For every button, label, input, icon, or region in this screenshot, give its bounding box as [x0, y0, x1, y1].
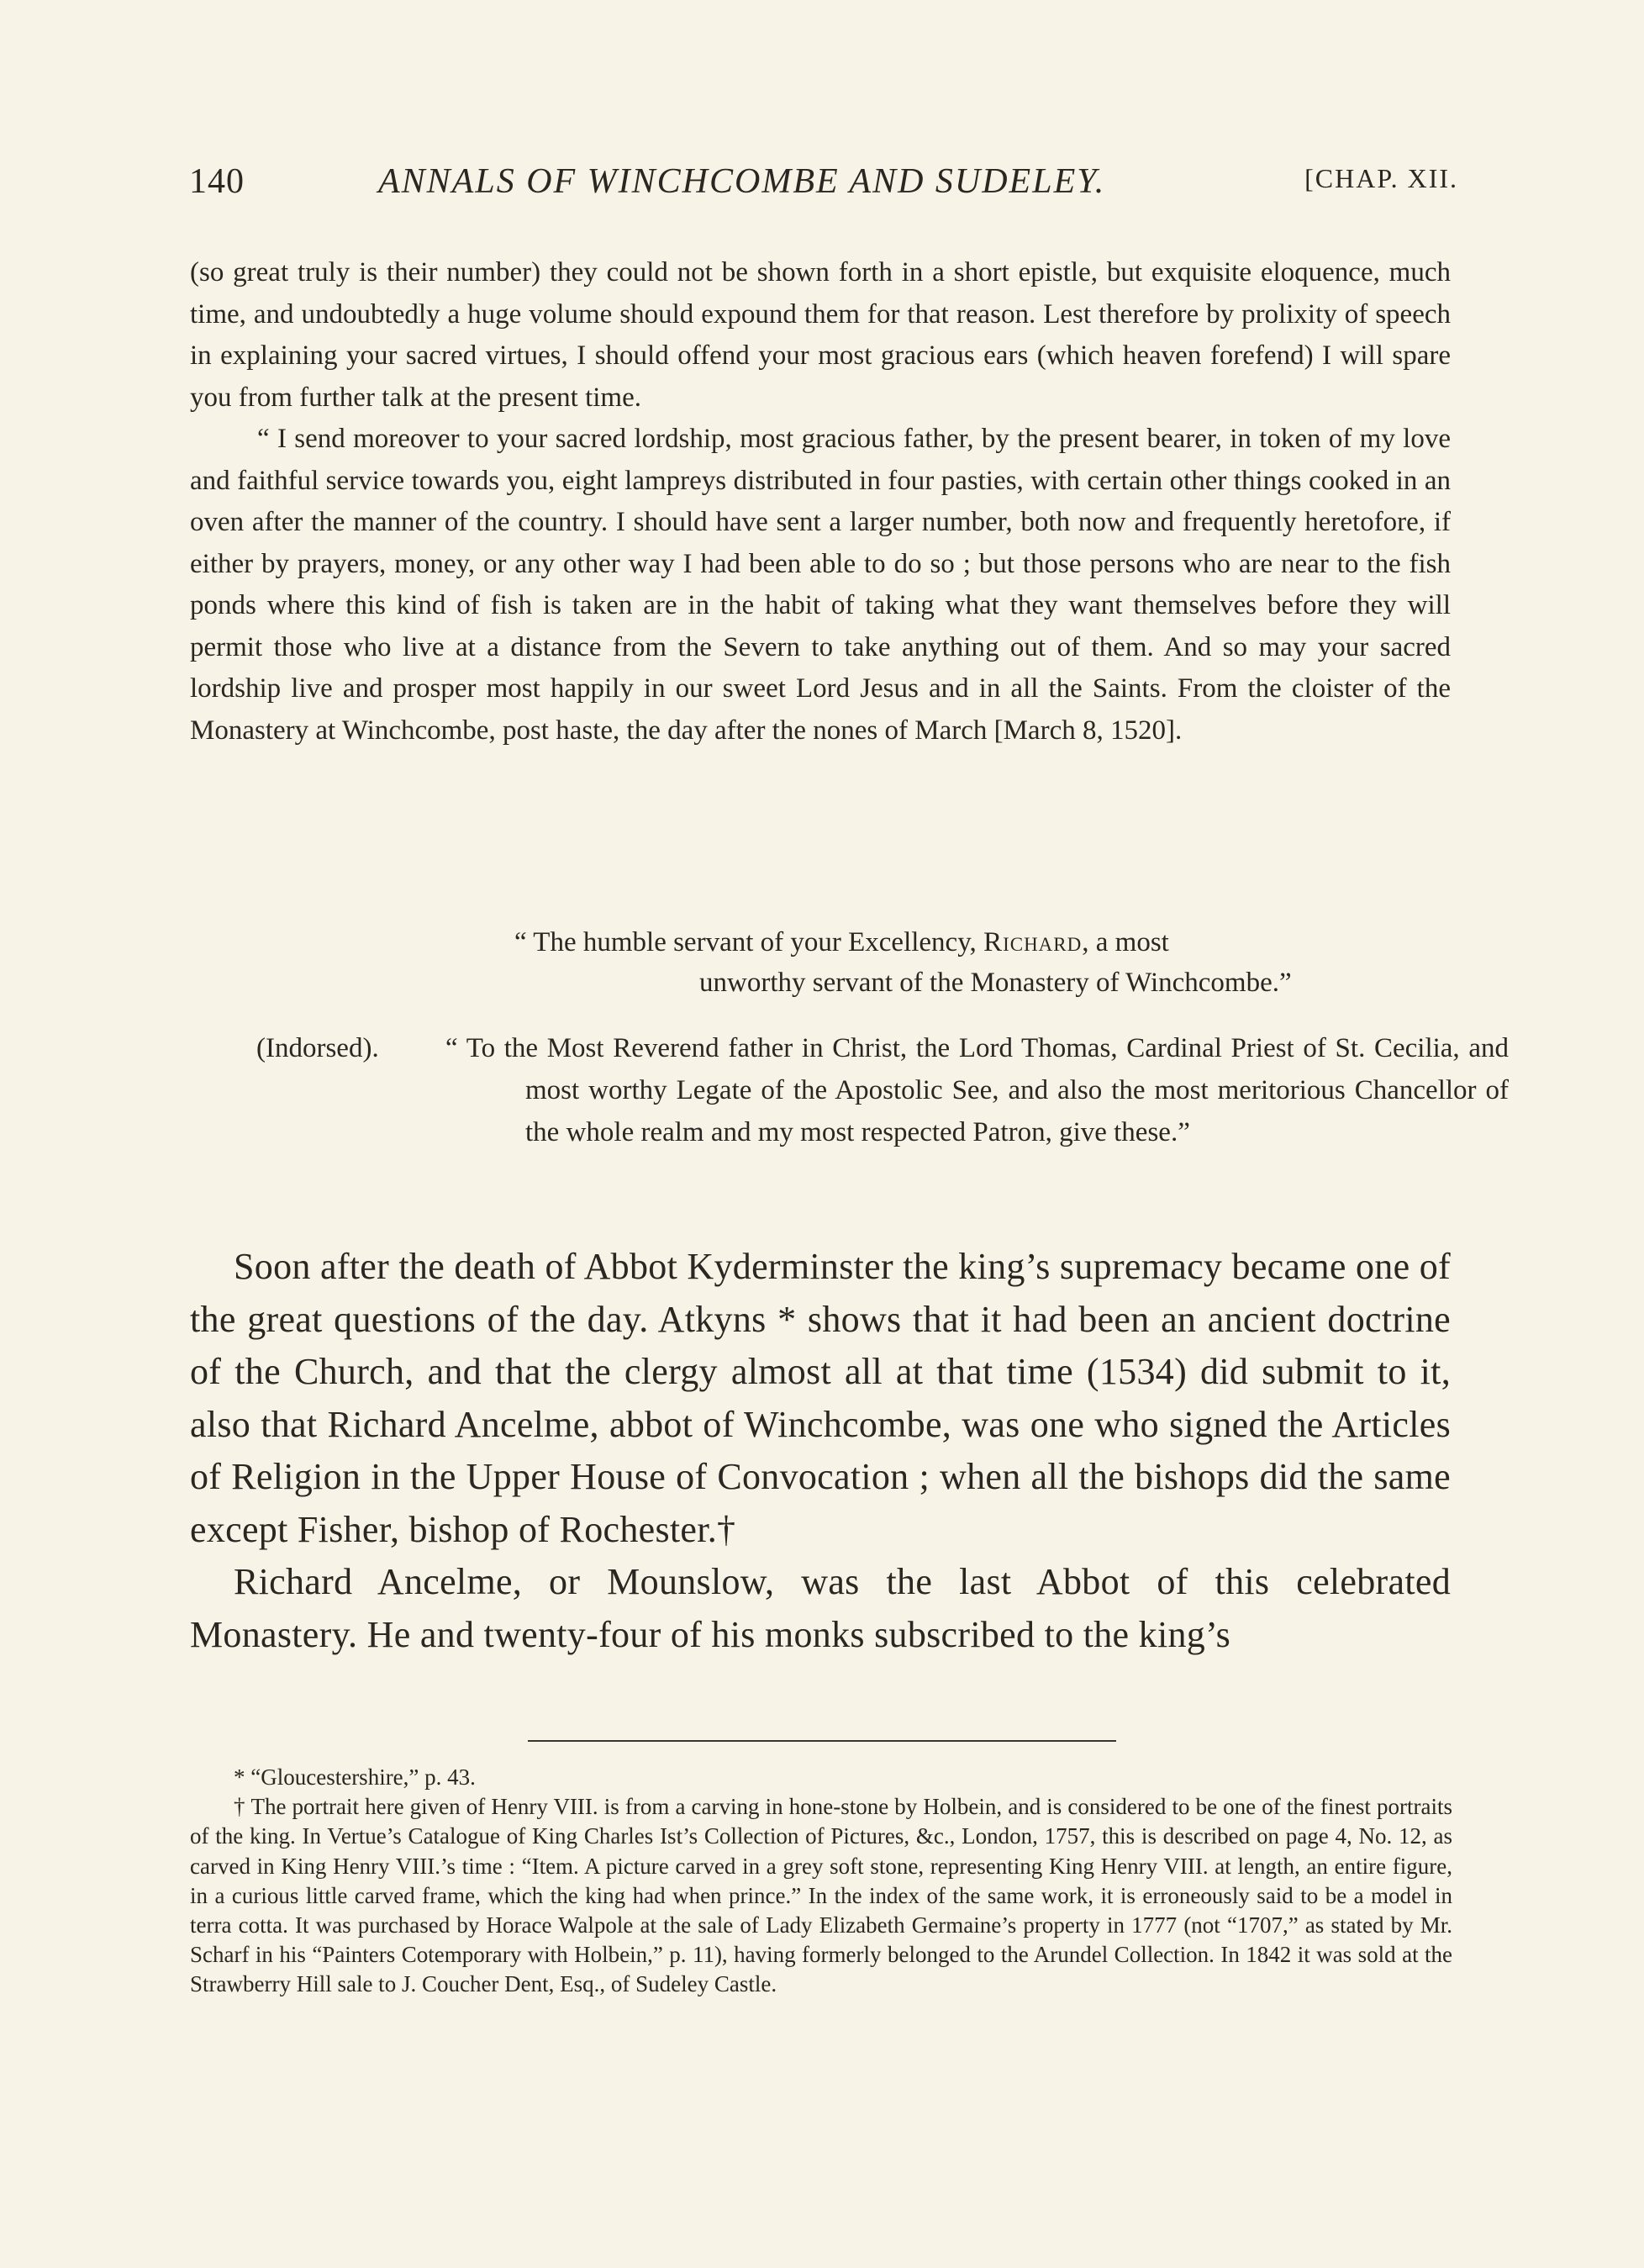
signature-post: , a most — [1082, 927, 1169, 957]
page-number: 140 — [189, 162, 245, 201]
letter-paragraph: (so great truly is their number) they could not be shown forth in a short epistle, but exquisite eloquence, much time, and undoubtedly a huge volume should expound them for that reason. Lest therefore by prolixity of speech in explaining your sacred virtues, I should offend your most gracious ears (which heaven forefend) I will spare you from further talk at the present time. — [190, 257, 1451, 413]
running-head — [189, 161, 1458, 212]
indorsed-text: “ To the Most Reverend father in Christ, the Lord Thomas, Cardinal Priest of St. Cecilia, and most worthy Legate of the Apostolic See, and also the most meritorious Chancellor of the whole realm and my most respected Patron, give these.” — [445, 1033, 1509, 1147]
signature-line-2: unworthy servant of the Monastery of Winchcombe.” — [699, 968, 1292, 998]
body-paragraph: Richard Ancelme, or Mounslow, was the last Abbot of this celebrated Monastery. He and twenty-four of his monks subscribed to the king’s — [190, 1561, 1451, 1655]
chapter-label: [CHAP. XII. — [1304, 163, 1458, 193]
indorsed-label: (Indorsed). — [256, 1033, 379, 1063]
main-body — [190, 1241, 1451, 1661]
footnote: * “Gloucestershire,” p. 43. — [234, 1764, 476, 1790]
footnote-rule — [528, 1740, 1116, 1742]
running-title: ANNALS OF WINCHCOMBE AND SUDELEY. — [378, 162, 1106, 201]
footnote: † The portrait here given of Henry VIII. is from a carving in hone-stone by Holbein, and is considered to be one of the finest portraits of the king. In Vertue’s Catalogue of King Charles Ist’s Collection of Pictures, &c., London, 1757, this is described on page 4, No. 12, as carved in King Henry VIII.’s time : “Item. A picture carved in a grey soft stone, representing King Henry VIII. at length, an entire figure, in a curious little carved frame, which the king had when prince.” In the index of the same work, it is erroneously said to be a model in terra cotta. It was purchased by Horace Walpole at the sale of Lady Elizabeth Germaine’s property in 1777 (not “1707,” as stated by Mr. Scharf in his “Painters Cotemporary with Holbein,” p. 11), having formerly belonged to the Arundel Collection. In 1842 it was sold at the Strawberry Hill sale to J. Coucher Dent, Esq., of Sudeley Castle. — [190, 1794, 1452, 1997]
letter-paragraph: “ I send moreover to your sacred lordship, most gracious father, by the present bearer, in token of my love and faithful service towards you, eight lampreys distributed in four pasties, with certain other things cooked in an oven after the manner of the country. I should have sent a larger number, both now and frequently heretofore, if either by prayers, money, or any other way I had been able to do so ; but those persons who are near to the fish ponds where this kind of fish is taken are in the habit of taking what they want themselves before they will permit those who live at a distance from the Severn to take anything out of them. And so may your sacred lordship live and prosper most happily in our sweet Lord Jesus and in all the Saints. From the cloister of the Monastery at Winchcombe, post haste, the day after the nones of March [March 8, 1520]. — [190, 424, 1451, 746]
signature-line-1 — [514, 922, 1169, 963]
signature-name: Richard — [983, 927, 1083, 957]
signature-pre: “ The humble servant of your Excellency, — [514, 927, 984, 957]
footnotes — [190, 1763, 1452, 2000]
letter-body — [190, 252, 1451, 752]
body-paragraph: Soon after the death of Abbot Kyderminster the king’s supremacy became one of the great questions of the day. Atkyns * shows that it had been an ancient doctrine of the Church, and that the clergy almost all at that time (1534) did submit to it, also that Richard Ancelme, abbot of Winchcombe, was one who signed the Articles of Religion in the Upper House of Convocation ; when all the bishops did the same except Fisher, bishop of Rochester.† — [190, 1246, 1451, 1550]
